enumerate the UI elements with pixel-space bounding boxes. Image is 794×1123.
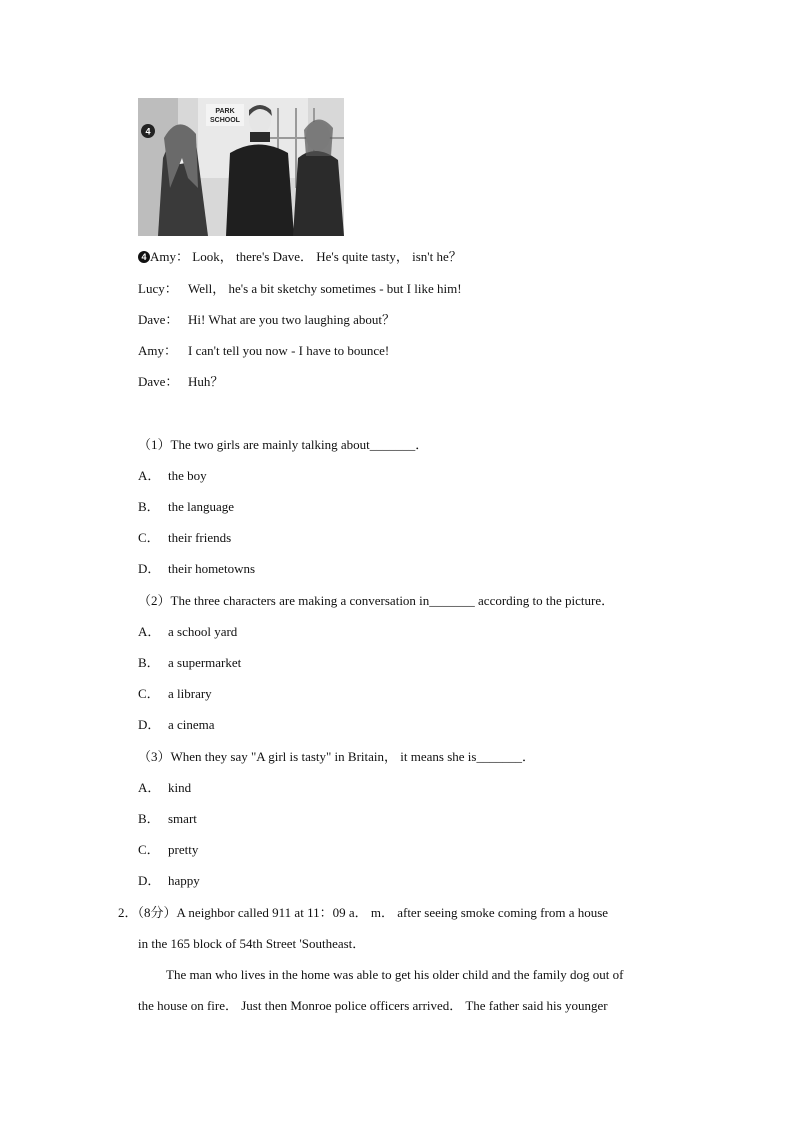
option-letter: A． xyxy=(138,780,161,795)
option-text: a library xyxy=(168,686,212,701)
passage-line: the house on fire． Just then Monroe police officers arrived． The father said his younger xyxy=(138,998,608,1013)
dialogue-speaker: Amy： xyxy=(138,343,178,358)
dialogue-line-3 xyxy=(138,312,395,328)
option-letter: C． xyxy=(138,530,160,545)
option-letter: C． xyxy=(138,842,160,857)
question-1-option-b[interactable] xyxy=(138,499,234,515)
dialogue-text: Hi! What are you two laughing about？ xyxy=(188,312,395,327)
option-letter: B． xyxy=(138,655,160,670)
illustration-photo xyxy=(138,98,344,236)
dialogue-line-4 xyxy=(138,343,389,359)
dialogue-text: Well， he's a bit sketchy sometimes - but I like him! xyxy=(188,281,462,296)
option-text: a supermarket xyxy=(168,655,242,670)
question-3-option-b[interactable] xyxy=(138,811,197,827)
option-letter: C． xyxy=(138,686,160,701)
circled-number-badge: 4 xyxy=(138,251,150,263)
question-2-option-a[interactable] xyxy=(138,624,237,640)
option-letter: B． xyxy=(138,499,160,514)
dialogue-line-2 xyxy=(138,281,462,297)
question-1-option-a[interactable] xyxy=(138,468,207,484)
option-text: their hometowns xyxy=(168,561,256,576)
photo-number-badge: 4 xyxy=(145,126,151,137)
question-3-option-a[interactable] xyxy=(138,780,191,796)
sign-text-school: SCHOOL xyxy=(210,117,240,124)
option-text: the language xyxy=(168,499,235,514)
dialogue-speaker: Lucy： xyxy=(138,281,178,296)
dialogue-line-1 xyxy=(138,249,462,265)
option-letter: D． xyxy=(138,717,161,732)
question-1-stem: （1）The two girls are mainly talking about_______． xyxy=(138,437,429,452)
question-2-stem: （2）The three characters are making a conversation in_______ according to the picture． xyxy=(138,593,615,608)
option-text: pretty xyxy=(168,842,199,857)
dialogue-speaker: Dave： xyxy=(138,374,179,389)
question-3-option-d[interactable] xyxy=(138,873,200,889)
option-letter: D． xyxy=(138,561,161,576)
question-3-stem: （3）When they say "A girl is tasty" in Britain， it means she is_______． xyxy=(138,749,535,764)
passage-line: The man who lives in the home was able to get his older child and the family dog out of xyxy=(166,967,624,982)
question-2-header-line: 2．（8分）A neighbor called 911 at 11：09 a． m． after seeing smoke coming from a house xyxy=(118,905,609,920)
dialogue-speaker: Dave： xyxy=(138,312,179,327)
option-letter: A． xyxy=(138,468,161,483)
dialogue-text: Look， there's Dave． He's quite tasty， isn't he？ xyxy=(192,249,462,264)
option-letter: A． xyxy=(138,624,161,639)
question-2-option-b[interactable] xyxy=(138,655,241,671)
question-2-option-c[interactable] xyxy=(138,686,212,702)
question-1-option-c[interactable] xyxy=(138,530,231,546)
sign-text-park: PARK xyxy=(215,108,235,115)
option-text: the boy xyxy=(168,468,207,483)
option-text: their friends xyxy=(168,530,232,545)
dialogue-text: I can't tell you now - I have to bounce! xyxy=(188,343,390,358)
question-1-option-d[interactable] xyxy=(138,561,255,577)
dialogue-text: Huh？ xyxy=(188,374,224,389)
option-text: a cinema xyxy=(168,717,215,732)
option-text: kind xyxy=(168,780,192,795)
option-text: a school yard xyxy=(168,624,238,639)
passage-line: in the 165 block of 54th Street 'Southeast． xyxy=(138,936,366,951)
option-letter: B． xyxy=(138,811,160,826)
option-text: smart xyxy=(168,811,197,826)
dialogue-speaker: Amy： xyxy=(150,249,190,264)
option-letter: D． xyxy=(138,873,161,888)
option-text: happy xyxy=(168,873,200,888)
question-2-option-d[interactable] xyxy=(138,717,215,733)
dialogue-line-5 xyxy=(138,374,223,390)
question-3-option-c[interactable] xyxy=(138,842,198,858)
